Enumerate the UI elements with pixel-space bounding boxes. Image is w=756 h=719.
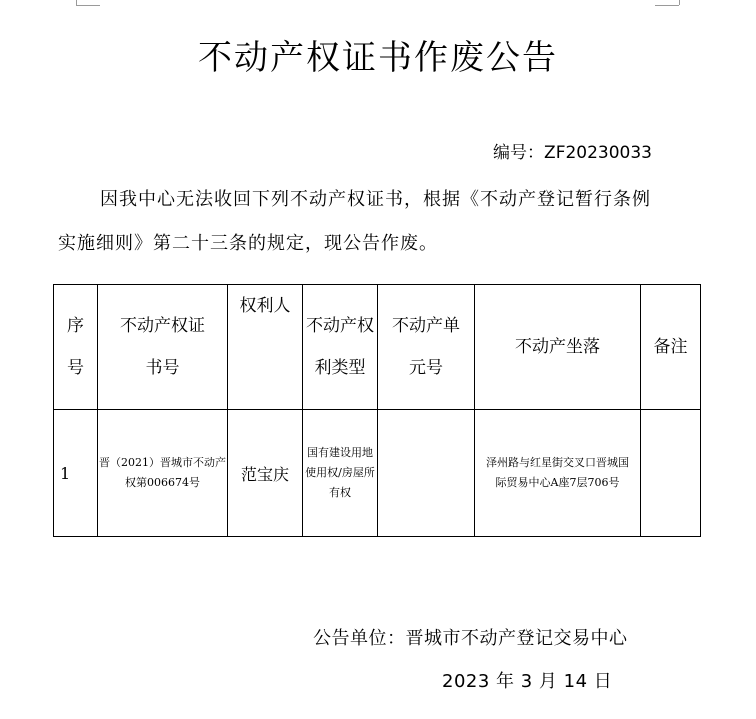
row-holder: 范宝庆 bbox=[228, 410, 303, 537]
row-unit-no bbox=[378, 410, 475, 537]
issuing-unit: 公告单位：晋城市不动产登记交易中心 bbox=[313, 628, 628, 649]
notice-paragraph-text: 因我中心无法收回下列不动产权证书，根据《不动产登记暂行条例实施细则》第二十三条的规定，现公告作废。 bbox=[58, 189, 651, 254]
header-location: 不动产坐落 bbox=[475, 285, 641, 410]
header-right-type: 不动产权利类型 bbox=[303, 285, 378, 410]
notice-title: 不动产权证书作废公告 bbox=[198, 38, 558, 78]
row-index: 1 bbox=[54, 410, 98, 537]
table-row bbox=[54, 410, 701, 537]
header-remark: 备注 bbox=[641, 285, 701, 410]
document-number: 编号：ZF20230033 bbox=[493, 143, 652, 163]
row-right-type: 国有建设用地使用权/房屋所有权 bbox=[303, 410, 378, 537]
page-corner-mark bbox=[679, 0, 680, 5]
header-cert-no: 不动产权证书号 bbox=[98, 285, 228, 410]
row-location: 泽州路与红星街交叉口晋城国际贸易中心A座7层706号 bbox=[475, 410, 641, 537]
row-cert-no: 晋（2021）晋城市不动产权第006674号 bbox=[98, 410, 228, 537]
page-corner-mark bbox=[76, 5, 100, 6]
header-index: 序号 bbox=[54, 285, 98, 410]
header-holder: 权利人 bbox=[228, 285, 303, 410]
notice-paragraph bbox=[58, 178, 658, 266]
page-corner-mark bbox=[655, 5, 679, 6]
table-header-row bbox=[54, 285, 701, 410]
certificate-table bbox=[53, 284, 701, 537]
notice-date: 2023 年 3 月 14 日 bbox=[442, 671, 613, 692]
header-unit-no: 不动产单元号 bbox=[378, 285, 475, 410]
row-remark bbox=[641, 410, 701, 537]
